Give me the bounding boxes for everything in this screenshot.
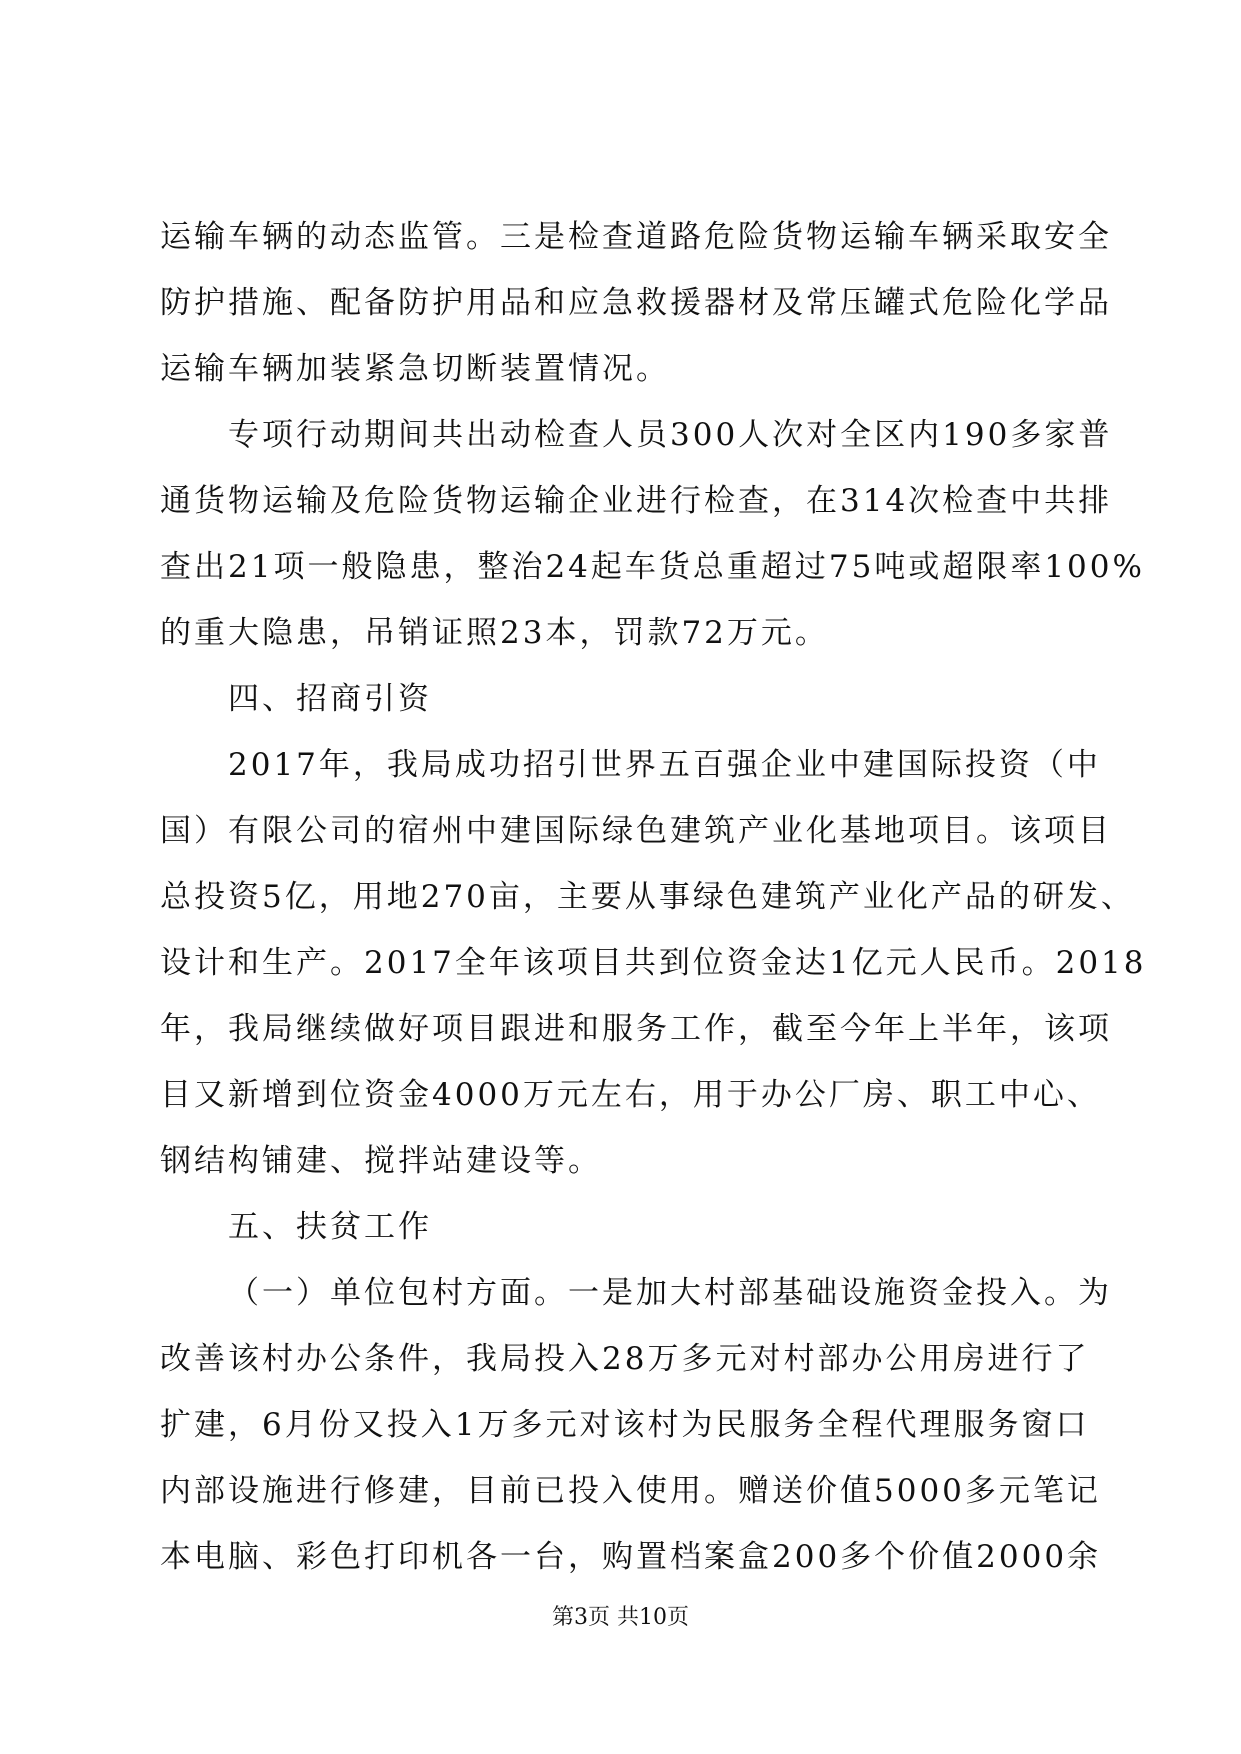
text-line: 扩建，6月份又投入1万多元对该村为民服务全程代理服务窗口 (160, 1407, 1090, 1443)
text-line: 国）有限公司的宿州中建国际绿色建筑产业化基地项目。该项目 (160, 813, 1112, 849)
section-heading: 四、招商引资 (228, 681, 432, 717)
text-line: 运输车辆的动态监管。三是检查道路危险货物运输车辆采取安全 (160, 219, 1112, 255)
text-line: 内部设施进行修建，目前已投入使用。赠送价值5000多元笔记 (160, 1473, 1101, 1509)
text-line: 防护措施、配备防护用品和应急救援器材及常压罐式危险化学品 (160, 285, 1112, 321)
text-line: 本电脑、彩色打印机各一台，购置档案盒200多个价值2000余 (160, 1539, 1102, 1575)
paragraph-start-line: 2017年，我局成功招引世界五百强企业中建国际投资（中 (228, 747, 1101, 783)
text-line: 钢结构铺建、搅拌站建设等。 (160, 1143, 602, 1179)
section-heading: 五、扶贫工作 (228, 1209, 432, 1245)
text-line: 设计和生产。2017全年该项目共到位资金达1亿元人民币。2018 (160, 945, 1147, 981)
text-line: 的重大隐患，吊销证照23本，罚款72万元。 (160, 615, 829, 651)
text-line: 总投资5亿，用地270亩，主要从事绿色建筑产业化产品的研发、 (160, 879, 1135, 915)
text-line: 通货物运输及危险货物运输企业进行检查，在314次检查中共排 (160, 483, 1113, 519)
text-line: 目又新增到位资金4000万元左右，用于办公厂房、职工中心、 (160, 1077, 1101, 1113)
page-number-footer: 第3页 共10页 (552, 1605, 689, 1630)
text-line: 查出21项一般隐患，整治24起车货总重超过75吨或超限率100% (160, 549, 1145, 585)
text-line: 改善该村办公条件，我局投入28万多元对村部办公用房进行了 (160, 1341, 1090, 1377)
text-line: 年，我局继续做好项目跟进和服务工作，截至今年上半年，该项 (160, 1011, 1112, 1047)
text-line: 运输车辆加装紧急切断装置情况。 (160, 351, 670, 387)
paragraph-start-line: （一）单位包村方面。一是加大村部基础设施资金投入。为 (228, 1275, 1112, 1311)
paragraph-start-line: 专项行动期间共出动检查人员300人次对全区内190多家普 (228, 417, 1113, 453)
